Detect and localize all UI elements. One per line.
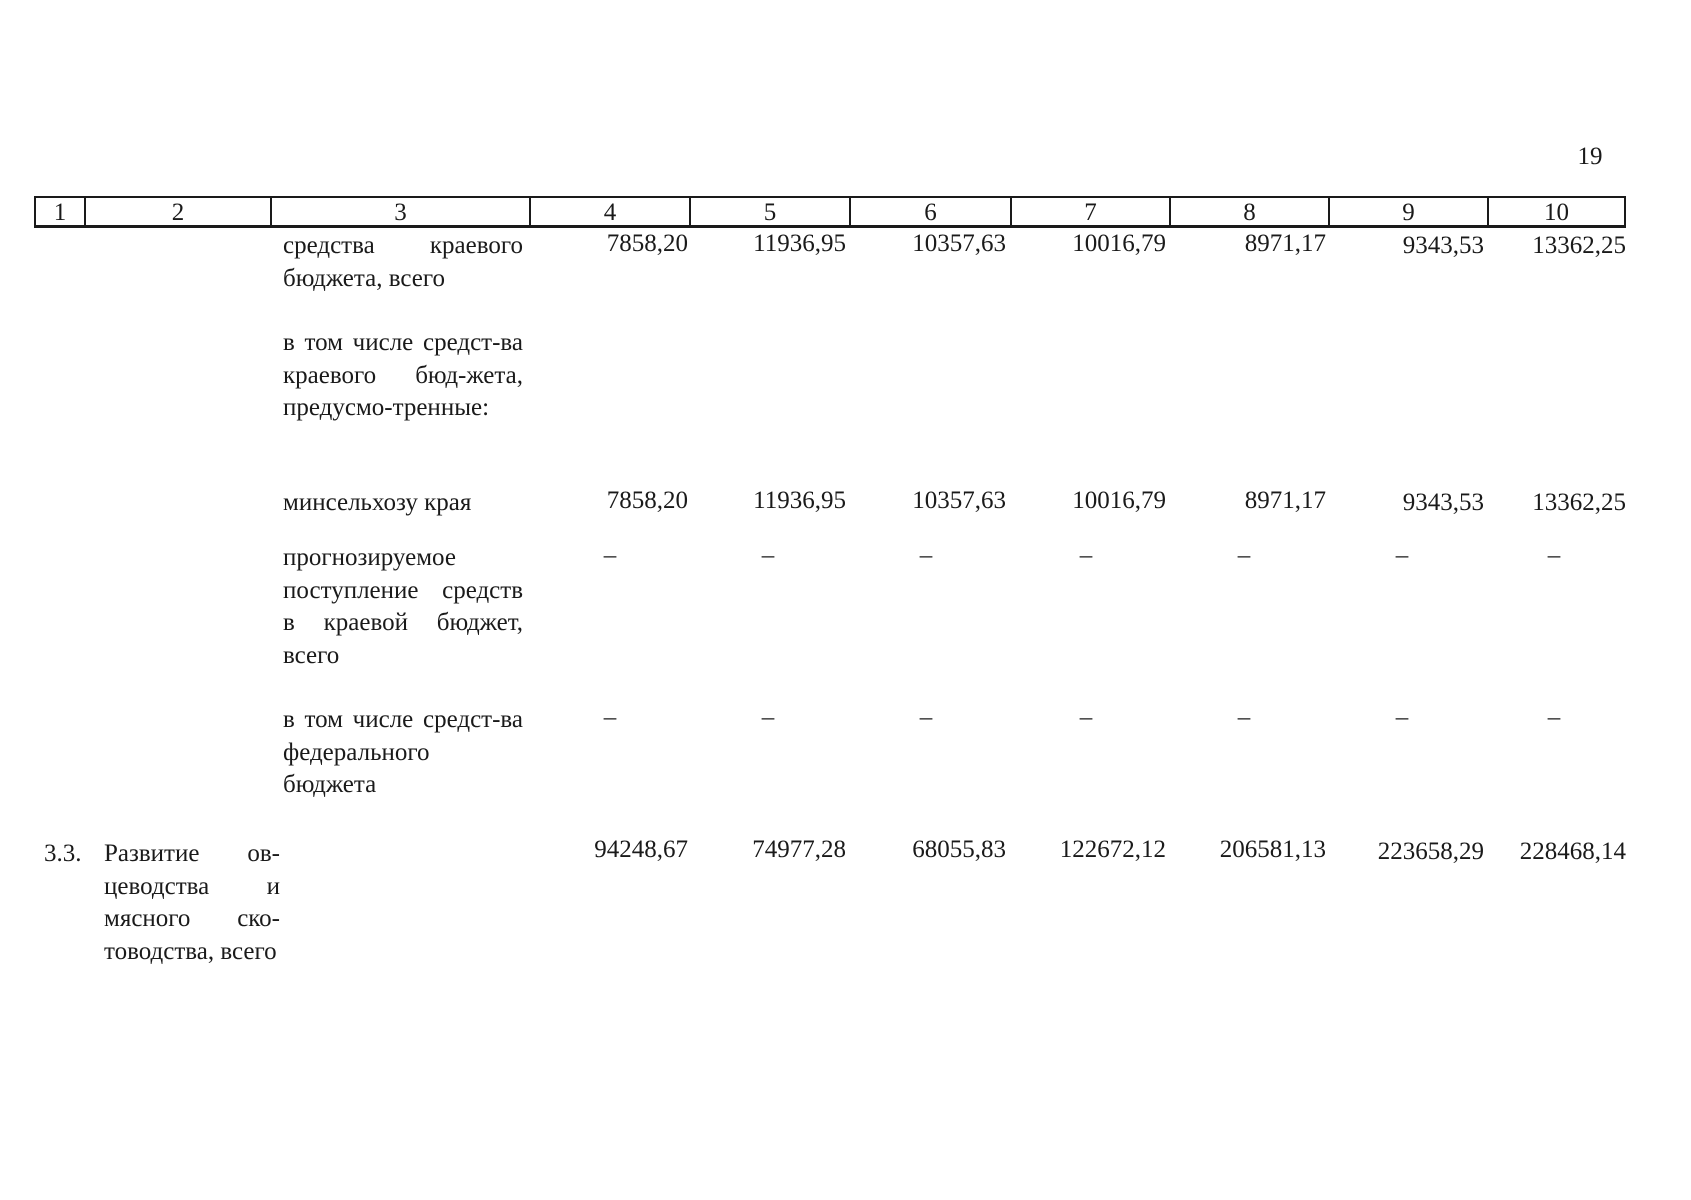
value-cell: – xyxy=(919,704,933,731)
value-cell: 94248,67 xyxy=(594,836,688,863)
value-cell: 9343,53 xyxy=(1402,489,1484,516)
value-cell: – xyxy=(1079,704,1093,731)
value-cell: 11936,95 xyxy=(753,487,846,514)
row-label: прогнозируемое поступление средств в краевой бюджет, всего xyxy=(283,544,523,669)
value-cell: 8971,17 xyxy=(1244,487,1326,514)
value-cell: 11936,95 xyxy=(753,230,846,257)
value-cell: – xyxy=(761,704,775,731)
value-cell: 68055,83 xyxy=(912,836,1006,863)
row-number: 3.3. xyxy=(44,840,82,867)
row-label: в том числе средст-ва федерального бюджета xyxy=(283,706,523,798)
value-cell: – xyxy=(1395,542,1409,569)
value-cell: 9343,53 xyxy=(1402,232,1484,259)
value-cell: – xyxy=(1395,704,1409,731)
column-number-10: 10 xyxy=(1544,199,1569,226)
value-cell: – xyxy=(919,542,933,569)
row-label: в том числе средст-ва краевого бюд-жета, предусмо-тренные: xyxy=(283,329,523,421)
column-number-6: 6 xyxy=(851,198,1012,225)
row-label: средства краевого бюджета, всего xyxy=(283,232,523,292)
value-cell: – xyxy=(1237,542,1251,569)
value-cell: 8971,17 xyxy=(1244,230,1326,257)
page-number: 19 xyxy=(1577,143,1603,170)
column-number-3: 3 xyxy=(272,198,531,225)
column-number-2: 2 xyxy=(86,198,272,225)
value-cell: – xyxy=(1547,704,1561,731)
value-cell: – xyxy=(603,704,617,731)
column-number-4: 4 xyxy=(531,198,691,225)
value-cell: 7858,20 xyxy=(606,487,688,514)
value-cell: – xyxy=(1547,542,1561,569)
value-cell: – xyxy=(1079,542,1093,569)
column-number-1: 1 xyxy=(36,198,86,225)
value-cell: – xyxy=(603,542,617,569)
value-cell: 122672,12 xyxy=(1059,836,1166,863)
value-cell: 74977,28 xyxy=(752,836,846,863)
value-cell: 10357,63 xyxy=(912,487,1006,514)
column-number-9: 9 xyxy=(1330,198,1489,225)
value-cell: 13362,25 xyxy=(1532,232,1626,259)
column-number-5: 5 xyxy=(691,198,851,225)
value-cell: 10357,63 xyxy=(912,230,1006,257)
value-cell: 10016,79 xyxy=(1072,487,1166,514)
value-cell: – xyxy=(761,542,775,569)
row-label: Развитие ов-цеводства и мясного ско-товодства, всего xyxy=(104,840,280,965)
value-cell: 228468,14 xyxy=(1519,838,1626,865)
column-number-7: 7 xyxy=(1012,198,1171,225)
value-cell: 206581,13 xyxy=(1219,836,1326,863)
row-label: минсельхозу края xyxy=(283,489,472,516)
value-cell: 223658,29 xyxy=(1377,838,1484,865)
value-cell: 10016,79 xyxy=(1072,230,1166,257)
value-cell: 7858,20 xyxy=(606,230,688,257)
column-number-8: 8 xyxy=(1171,198,1330,225)
column-numbers-header xyxy=(34,196,1626,228)
value-cell: 13362,25 xyxy=(1532,489,1626,516)
value-cell: – xyxy=(1237,704,1251,731)
